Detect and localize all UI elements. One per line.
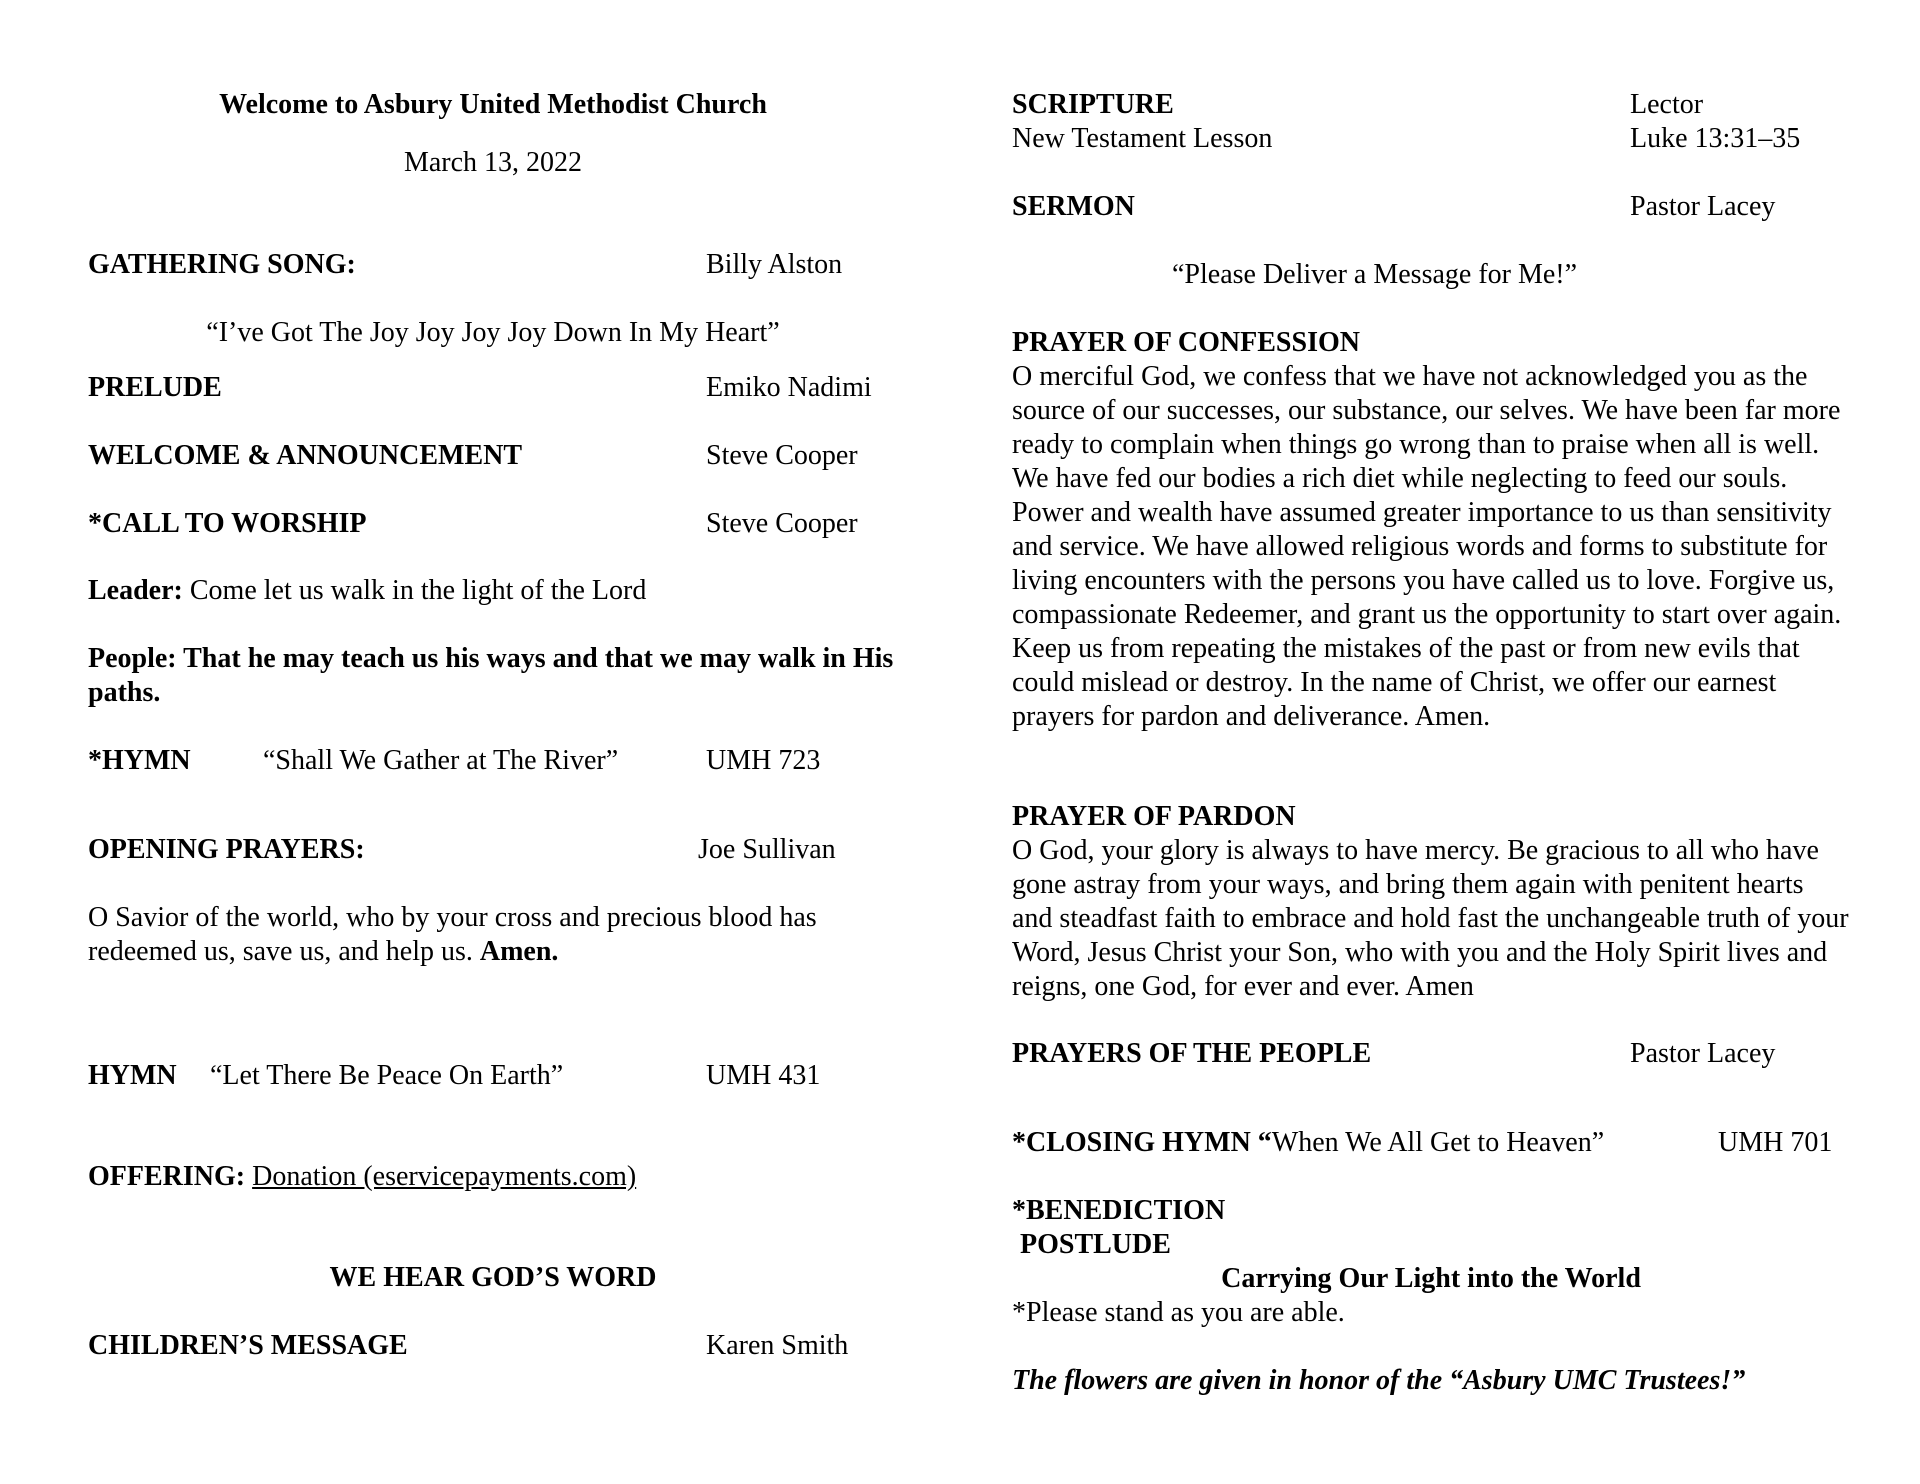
stand-note: *Please stand as you are able. [1012, 1297, 1345, 1328]
closing-heading: Carrying Our Light into the World [1221, 1263, 1641, 1294]
opening-prayer-text [88, 901, 888, 969]
gathering-song-person: Billy Alston [706, 249, 843, 280]
scripture-reference: Luke 13:31–35 [1630, 123, 1801, 154]
prayers-of-people-person: Pastor Lacey [1630, 1038, 1776, 1069]
closing-hymn-title: When We All Get to Heaven” [1271, 1127, 1605, 1158]
postlude-label: POSTLUDE [1020, 1229, 1171, 1260]
hymn2-label: HYMN [88, 1060, 177, 1091]
flowers-note: The flowers are given in honor of the “Asbury UMC Trustees!” [1012, 1365, 1746, 1396]
service-date: March 13, 2022 [403, 147, 583, 178]
welcome-person: Steve Cooper [706, 440, 858, 471]
hymn1-number: UMH 723 [706, 745, 821, 776]
gathering-song-label: GATHERING SONG: [88, 249, 356, 280]
childrens-message-person: Karen Smith [706, 1330, 849, 1361]
call-to-worship-person: Steve Cooper [706, 508, 858, 539]
welcome-label: WELCOME & ANNOUNCEMENT [88, 440, 523, 471]
offering-label: OFFERING: [88, 1161, 246, 1192]
sermon-person: Pastor Lacey [1630, 191, 1776, 222]
scripture-lesson: New Testament Lesson [1012, 123, 1273, 154]
hymn1-title: “Shall We Gather at The River” [263, 745, 619, 776]
page-title: Welcome to Asbury United Methodist Church [219, 89, 767, 120]
hymn1-label: *HYMN [88, 745, 191, 776]
sermon-title: “Please Deliver a Message for Me!” [1172, 259, 1578, 290]
section-heading: WE HEAR GOD’S WORD [329, 1262, 657, 1293]
scripture-label: SCRIPTURE [1012, 89, 1174, 120]
opening-prayer-amen: Amen. [479, 936, 559, 967]
people-response: People: That he may teach us his ways and that we may walk in His paths. [88, 643, 894, 708]
leader-label: Leader: [88, 575, 183, 606]
leader-text: Come let us walk in the light of the Lord [189, 575, 647, 606]
pardon-text: O God, your glory is always to have mercy. Be gracious to all who have gone astray from your ways, and bring them again with penitent hearts and steadfast faith to embrace and hold fast the unchangeable truth of your Word, Jesus Christ your Son, who with you and the Holy Spirit lives and reigns, one God, for ever and ever. Amen [1012, 835, 1849, 1002]
gathering-song-title: “I’ve Got The Joy Joy Joy Joy Down In My Heart” [206, 317, 780, 348]
opening-prayer-body: O Savior of the world, who by your cross and precious blood has redeemed us, save us, and help us. [88, 902, 817, 967]
closing-hymn-number: UMH 701 [1718, 1127, 1833, 1158]
hymn2-number: UMH 431 [706, 1060, 821, 1091]
opening-prayers-label: OPENING PRAYERS: [88, 834, 365, 865]
prelude-person: Emiko Nadimi [706, 372, 872, 403]
pardon-label: PRAYER OF PARDON [1012, 801, 1296, 832]
scripture-role: Lector [1630, 89, 1704, 120]
hymn2-title: “Let There Be Peace On Earth” [210, 1060, 564, 1091]
childrens-message-label: CHILDREN’S MESSAGE [88, 1330, 408, 1361]
offering-line [88, 1160, 636, 1194]
closing-hymn-label: *CLOSING HYMN [1012, 1127, 1251, 1158]
confession-text: O merciful God, we confess that we have not acknowledged you as the source of our successes, our substance, our selves. We have been far more ready to complain when things go wrong than to praise when all is well. We have fed our bodies a rich diet while neglecting to feed our souls. Power and wealth have assumed greater importance to us than sensitivity and service. We have allowed religious words and forms to substitute for living encounters with the persons you have called us to love. Forgive us, compassionate Redeemer, and grant us the opportunity to start over again. Keep us from repeating the mistakes of the past or from new evils that could mislead or destroy. In the name of Christ, we offer our earnest prayers for pardon and deliverance. Amen. [1012, 361, 1842, 732]
donation-link[interactable]: Donation (eservicepayments.com) [252, 1161, 637, 1192]
opening-prayers-person: Joe Sullivan [698, 834, 836, 865]
prelude-label: PRELUDE [88, 372, 222, 403]
sermon-label: SERMON [1012, 191, 1135, 222]
leader-line [88, 574, 646, 608]
benediction-label: *BENEDICTION [1012, 1195, 1226, 1226]
call-to-worship-label: *CALL TO WORSHIP [88, 508, 367, 539]
prayers-of-people-label: PRAYERS OF THE PEOPLE [1012, 1038, 1372, 1069]
closing-hymn-line [1012, 1126, 1604, 1160]
closing-hymn-quote: “ [1257, 1127, 1272, 1158]
confession-label: PRAYER OF CONFESSION [1012, 327, 1360, 358]
